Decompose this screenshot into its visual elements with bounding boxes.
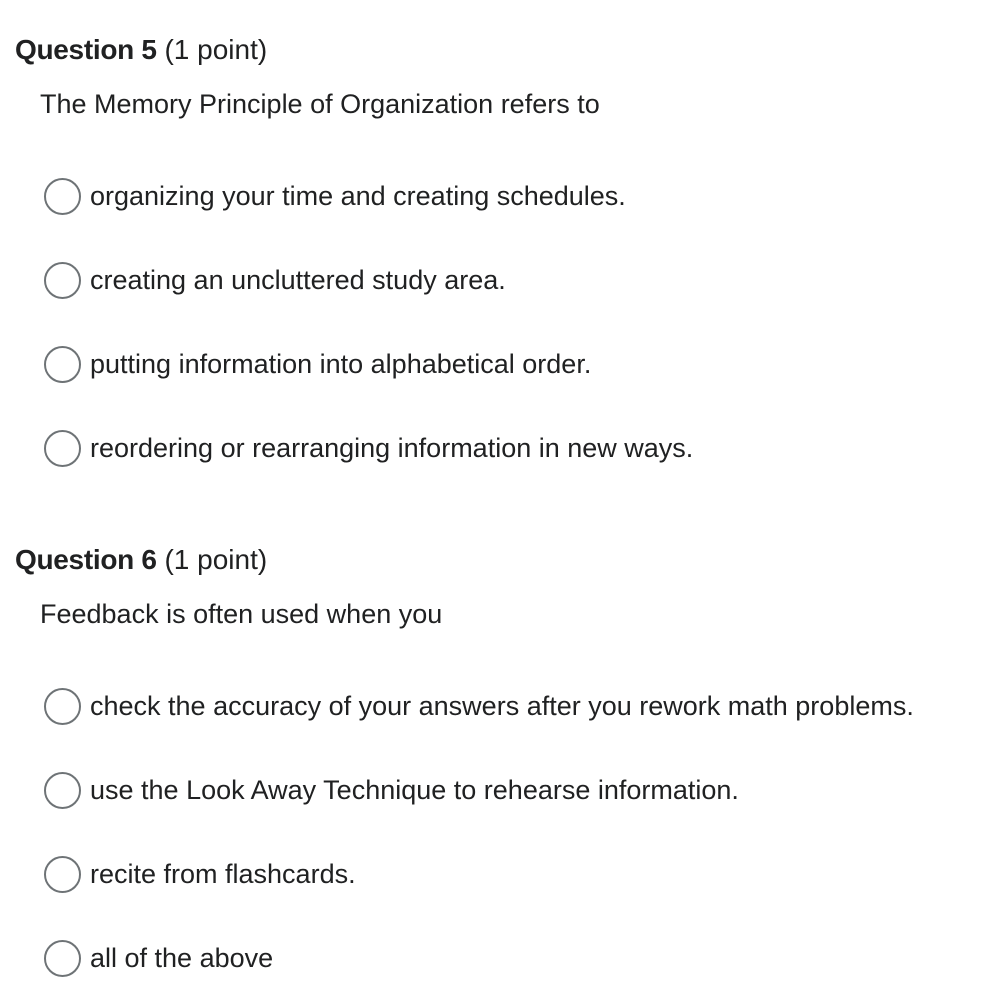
- radio-button[interactable]: [44, 346, 81, 383]
- radio-button[interactable]: [44, 688, 81, 725]
- radio-button[interactable]: [44, 940, 81, 977]
- question-prompt: The Memory Principle of Organization refers to: [40, 89, 600, 119]
- radio-button[interactable]: [44, 430, 81, 467]
- option-label: organizing your time and creating schedules.: [90, 181, 626, 211]
- answer-option-1[interactable]: [44, 684, 914, 728]
- option-label: recite from flashcards.: [90, 859, 356, 889]
- question-title: Question 6: [15, 544, 157, 575]
- answer-option-4[interactable]: [44, 426, 693, 470]
- option-label: use the Look Away Technique to rehearse information.: [90, 775, 739, 805]
- question-header: [15, 540, 267, 580]
- radio-button[interactable]: [44, 262, 81, 299]
- option-label: creating an uncluttered study area.: [90, 265, 506, 295]
- option-label: check the accuracy of your answers after you rework math problems.: [90, 691, 914, 721]
- answer-option-1[interactable]: [44, 174, 626, 218]
- radio-button[interactable]: [44, 772, 81, 809]
- question-header: [15, 30, 267, 70]
- radio-button[interactable]: [44, 178, 81, 215]
- answer-option-3[interactable]: [44, 342, 591, 386]
- answer-option-2[interactable]: [44, 258, 506, 302]
- radio-button[interactable]: [44, 856, 81, 893]
- answer-option-2[interactable]: [44, 768, 739, 812]
- question-points: (1 point): [164, 544, 268, 575]
- answer-option-4[interactable]: [44, 936, 273, 980]
- answer-option-3[interactable]: [44, 852, 356, 896]
- question-points: (1 point): [164, 34, 268, 65]
- question-prompt: Feedback is often used when you: [40, 599, 443, 629]
- option-label: reordering or rearranging information in new ways.: [90, 433, 694, 463]
- question-title: Question 5: [15, 34, 157, 65]
- option-label: putting information into alphabetical order.: [90, 349, 592, 379]
- option-label: all of the above: [90, 943, 274, 973]
